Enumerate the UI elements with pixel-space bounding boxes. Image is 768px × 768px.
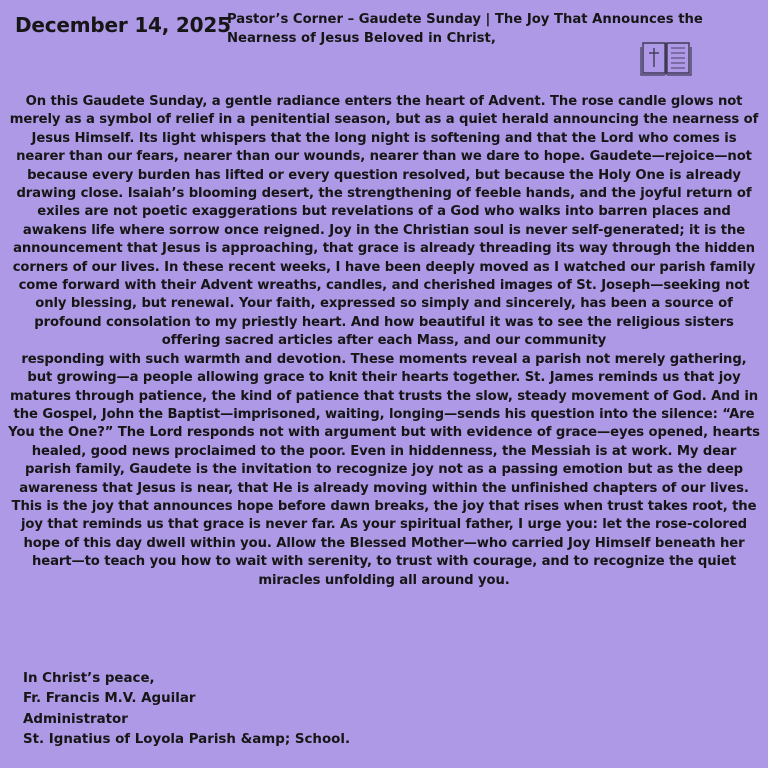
signature-closing: In Christ’s peace, [23, 671, 155, 686]
signature-role: Administrator [23, 711, 128, 727]
body-paragraph-1: On this Gaudete Sunday, a gentle radiance enters the heart of Advent. The rose candle glows not merely as a symbol of relief in a penitential season, but as a quiet herald announcing the nearness of Jesus Himself. Its light whispers that the long night is softening and that the Lord who comes is nearer than our fears, nearer than our wounds, nearer than we dare to hope. Gaudete—rejoice—not because every burden has lifted or every question resolved, but because the Holy One is already drawing close. Isaiah’s blooming desert, the strengthening of feeble hands, and the joyful return of exiles are not poetic exaggerations but revelations of a God who walks into barren places and awakens life where sorrow once reigned. Joy in the Christian soul is never self-generated; it is the announcement that Jesus is approaching, that grace is already threading its way through the hidden corners of our lives. In these recent weeks, I have been deeply moved as I watched our parish family come forward with their Advent wreaths, candles, and cherished images of St. Joseph—seeking not only blessing, but renewal. Your faith, expressed so simply and sincerely, has been a source of profound consolation to my priestly heart. And how beautiful it was to see the religious sisters offering sacred articles after each Mass, and our community [9, 94, 759, 349]
bible-icon [640, 38, 692, 76]
signature-parish: St. Ignatius of Loyola Parish &amp; School. [23, 731, 351, 747]
post-title: Pastor’s Corner – Gaudete Sunday | The Joy That Announces the Nearness of Jesus Beloved in Christ, [227, 12, 703, 46]
body-paragraph-2: responding with such warmth and devotion. These moments reveal a parish not merely gathering, but growing—a people allowing grace to knit their hearts together. St. James reminds us that joy matures through patience, the kind of patience that trusts the slow, steady movement of God. And in the Gospel, John the Baptist—imprisoned, waiting, longing—sends his question into the silence: “Are You the One?” The Lord responds not with argument but with evidence of grace—eyes opened, hearts healed, good news proclaimed to the poor. Even in hiddenness, the Messiah is at work. My dear parish family, Gaudete is the invitation to recognize joy not as a passing emotion but as the deep awareness that Jesus is near, that He is already moving within the unfinished chapters of our lives. This is the joy that announces hope before dawn breaks, the joy that rises when trust takes root, the joy that reminds us that grace is never far. As your spiritual father, I urge you: let the rose-colored hope of this day dwell within you. Allow the Blessed Mother—who carried Joy Himself beneath her heart—to teach you how to wait with serenity, to trust with courage, and to recognize the quiet miracles unfolding all around you. [8, 351, 760, 588]
signature-block [23, 669, 350, 750]
letter-body [8, 93, 760, 590]
signature-name: Fr. Francis M.V. Aguilar [23, 691, 196, 707]
post-date: December 14, 2025 [15, 13, 231, 37]
